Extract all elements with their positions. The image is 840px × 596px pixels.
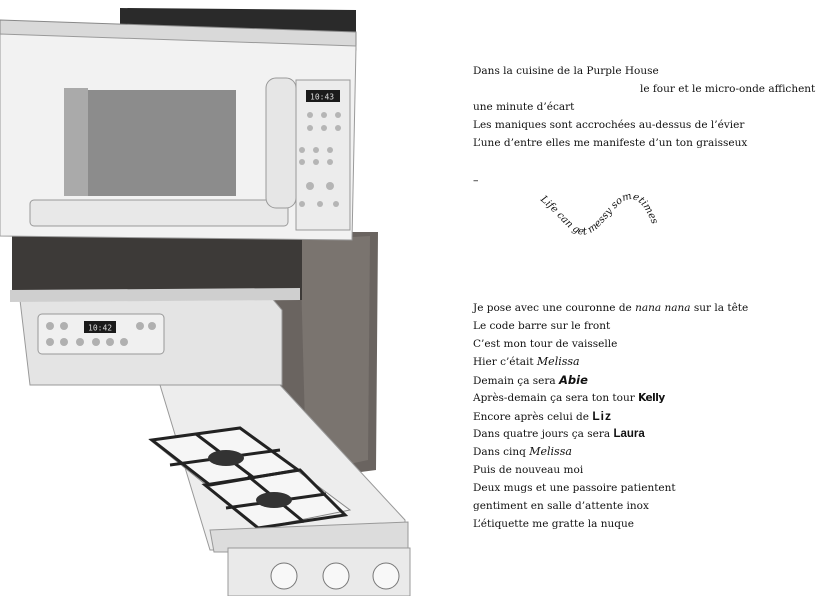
poem-line: une minute d’écart [473,101,575,113]
poem-line: Puis de nouveau moi [473,464,584,476]
name-melissa: Melissa [529,445,572,458]
poem-line: Hier c’était Melissa [473,355,580,368]
name-liz: Liz [592,409,612,423]
curved-text-graphic [535,190,665,255]
microwave-display: 10:43 [310,92,335,102]
poem-line: le four et le micro-onde affichent [640,83,816,95]
poem-line: Je pose avec une couronne de nana nana sur la tête [473,302,749,314]
poem-line: Demain ça sera Abie [473,373,588,387]
name-laura: Laura [613,428,645,440]
poem-stanza-2 [473,299,823,533]
poem-line: Les maniques sont accrochées au-dessus de l’évier [473,119,745,131]
poem-stanza-1 [473,62,823,152]
poem-line: Dans cinq Melissa [473,445,572,458]
poem-dash: – [473,174,479,187]
name-kelly: Kelly [638,392,665,404]
poem-line: C’est mon tour de vaisselle [473,338,618,350]
poem-line: Dans la cuisine de la Purple House [473,65,659,77]
poem-line: Deux mugs et une passoire patientent [473,482,676,494]
poem-line: Dans quatre jours ça sera Laura [473,428,645,440]
poem-line: L’une d’entre elles me manifeste d’un ton graisseux [473,137,748,149]
knob-panel [228,548,410,596]
poem-line: gentiment en salle d’attente inox [473,500,649,512]
curved-text: Life can get messy sometimes [538,190,660,238]
name-abie: Abie [559,373,588,387]
oven-display: 10:42 [88,323,113,333]
oven-panel [10,288,300,385]
poem-line: Encore après celui de Liz [473,409,612,423]
svg-text:Life can get messy sometimes [537,191,659,238]
microwave [0,8,356,240]
poem-line: Le code barre sur le front [473,320,611,332]
name-melissa: Melissa [536,355,580,368]
poem-line: L’étiquette me gratte la nuque [473,518,634,530]
poem-line: Après-demain ça sera ton tour Kelly [473,392,665,404]
